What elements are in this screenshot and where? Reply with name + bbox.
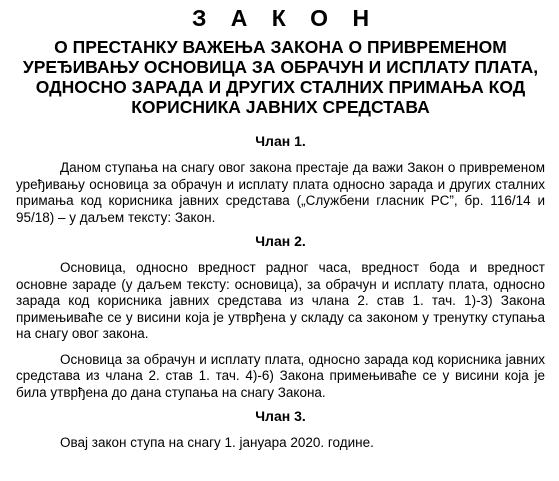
- article-paragraph: Основица за обрачун и исплату плата, односно зарада код корисника јавних средстава из члана 2. став 1. тач. 4)-6) Закона примењиваће се у висини која је била утврђена до дана ступања на снагу Закона.: [16, 351, 545, 400]
- article-paragraph: Даном ступања на снагу овог закона престаје да важи Закон о привременом уређивању основица за обрачун и исплату плата односно зарада и других сталних примања код корисника јавних средстава („Службени гласник РС”, бр. 116/14 и 95/18) – у даљем тексту: Закон.: [16, 160, 545, 225]
- article-1: [16, 133, 545, 226]
- article-2: [16, 233, 545, 401]
- law-subtitle: О ПРЕСТАНКУ ВАЖЕЊА ЗАКОНА О ПРИВРЕМЕНОМ УРЕЂИВАЊУ ОСНОВИЦА ЗА ОБРАЧУН И ИСПЛАТУ ПЛАТА, ОДНОСНО ЗАРАДА И ДРУГИХ СТАЛНИХ ПРИМАЊА КОД КОРИСНИКА ЈАВНИХ СРЕДСТАВА: [22, 37, 539, 117]
- article-paragraph: Основица, односно вредност радног часа, вредност бода и вредност основне зараде (у даљем тексту: основица), за обрачун и исплату плата, односно зарада код корисника јавних средстава из члана 2. став 1. тач. 1)-3) Закона примењиваће се у висини која је утврђена у складу са законом у тренутку ступања на снагу овог закона.: [16, 260, 545, 341]
- article-heading: Члан 3.: [255, 408, 306, 424]
- article-heading: Члан 2.: [255, 233, 306, 249]
- article-3: [16, 408, 545, 452]
- law-title: З А К О Н: [191, 5, 379, 31]
- article-paragraph: Овај закон ступа на снагу 1. јануара 2020. године.: [60, 435, 374, 450]
- article-heading: Члан 1.: [255, 133, 306, 149]
